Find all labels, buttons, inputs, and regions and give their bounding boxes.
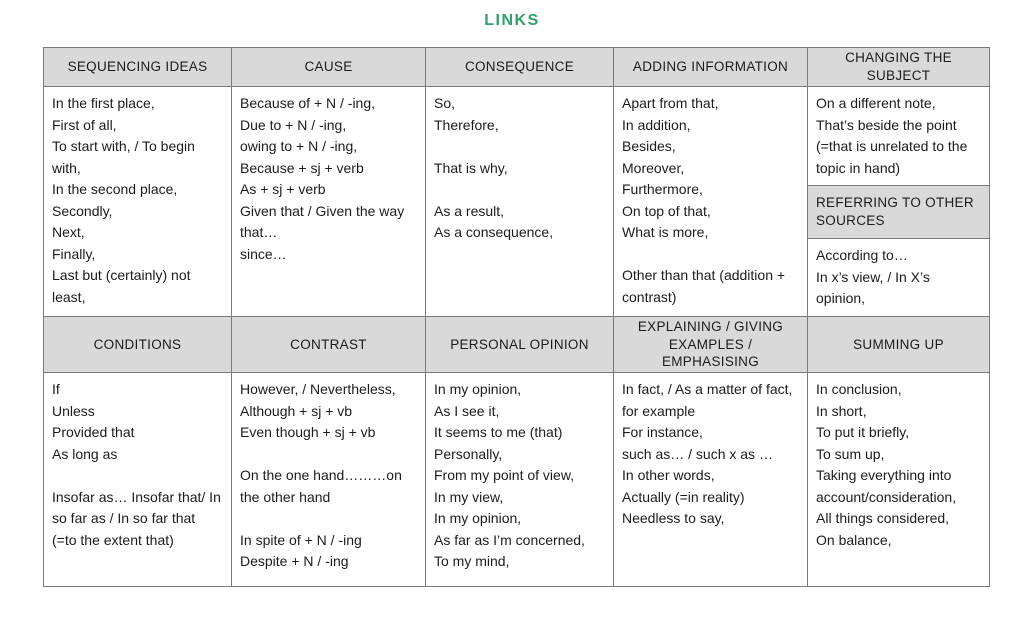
header-sequencing-ideas: SEQUENCING IDEAS xyxy=(44,48,231,86)
links-table xyxy=(43,47,990,587)
cell-explaining-giving-examples: In fact, / As a matter of fact, for example For instance, such as… / such x as … In other words, Actually (=in reality) Needless to say, xyxy=(613,372,807,586)
header-changing-the-subject: CHANGING THE SUBJECT xyxy=(807,48,989,86)
header-cause: CAUSE xyxy=(231,48,425,86)
cell-changing-the-subject-content: On a different note, That’s beside the point (=that is unrelated to the topic in hand) xyxy=(816,95,968,176)
cell-referring-to-other-sources-content: According to… In x’s view, / In X’s opinion, xyxy=(816,247,930,306)
cell-summing-up: In conclusion, In short, To put it briefly, To sum up, Taking everything into account/consideration, All things considered, On balance, xyxy=(807,372,989,586)
header-personal-opinion: PERSONAL OPINION xyxy=(425,316,613,372)
header-explaining-giving-examples: EXPLAINING / GIVING EXAMPLES / EMPHASISING xyxy=(613,316,807,372)
cell-adding-information: Apart from that, In addition, Besides, Moreover, Furthermore, On top of that, What is more, Other than that (addition + contrast) xyxy=(613,86,807,316)
cell-consequence: So, Therefore, That is why, As a result, As a consequence, xyxy=(425,86,613,316)
header-summing-up: SUMMING UP xyxy=(807,316,989,372)
cell-personal-opinion: In my opinion, As I see it, It seems to me (that) Personally, From my point of view, In my view, In my opinion, As far as I’m concerned, To my mind, xyxy=(425,372,613,586)
cell-contrast: However, / Nevertheless, Although + sj + vb Even though + sj + vb On the one hand………on the other hand In spite of + N / -ing Despite + N / -ing xyxy=(231,372,425,586)
header-consequence: CONSEQUENCE xyxy=(425,48,613,86)
cell-sequencing-ideas: In the first place, First of all, To start with, / To begin with, In the second place, Secondly, Next, Finally, Last but (certainly) not least, xyxy=(44,86,231,316)
cell-conditions: If Unless Provided that As long as Insofar as… Insofar that/ In so far as / In so far that (=to the extent that) xyxy=(44,372,231,586)
header-referring-to-other-sources: REFERRING TO OTHER SOURCES xyxy=(808,185,989,239)
cell-changing-the-subject xyxy=(807,86,989,316)
header-adding-information: ADDING INFORMATION xyxy=(613,48,807,86)
cell-cause: Because of + N / -ing, Due to + N / -ing, owing to + N / -ing, Because + sj + verb As + sj + verb Given that / Given the way that… since… xyxy=(231,86,425,316)
page-title: LINKS xyxy=(484,12,540,29)
header-conditions: CONDITIONS xyxy=(44,316,231,372)
header-contrast: CONTRAST xyxy=(231,316,425,372)
